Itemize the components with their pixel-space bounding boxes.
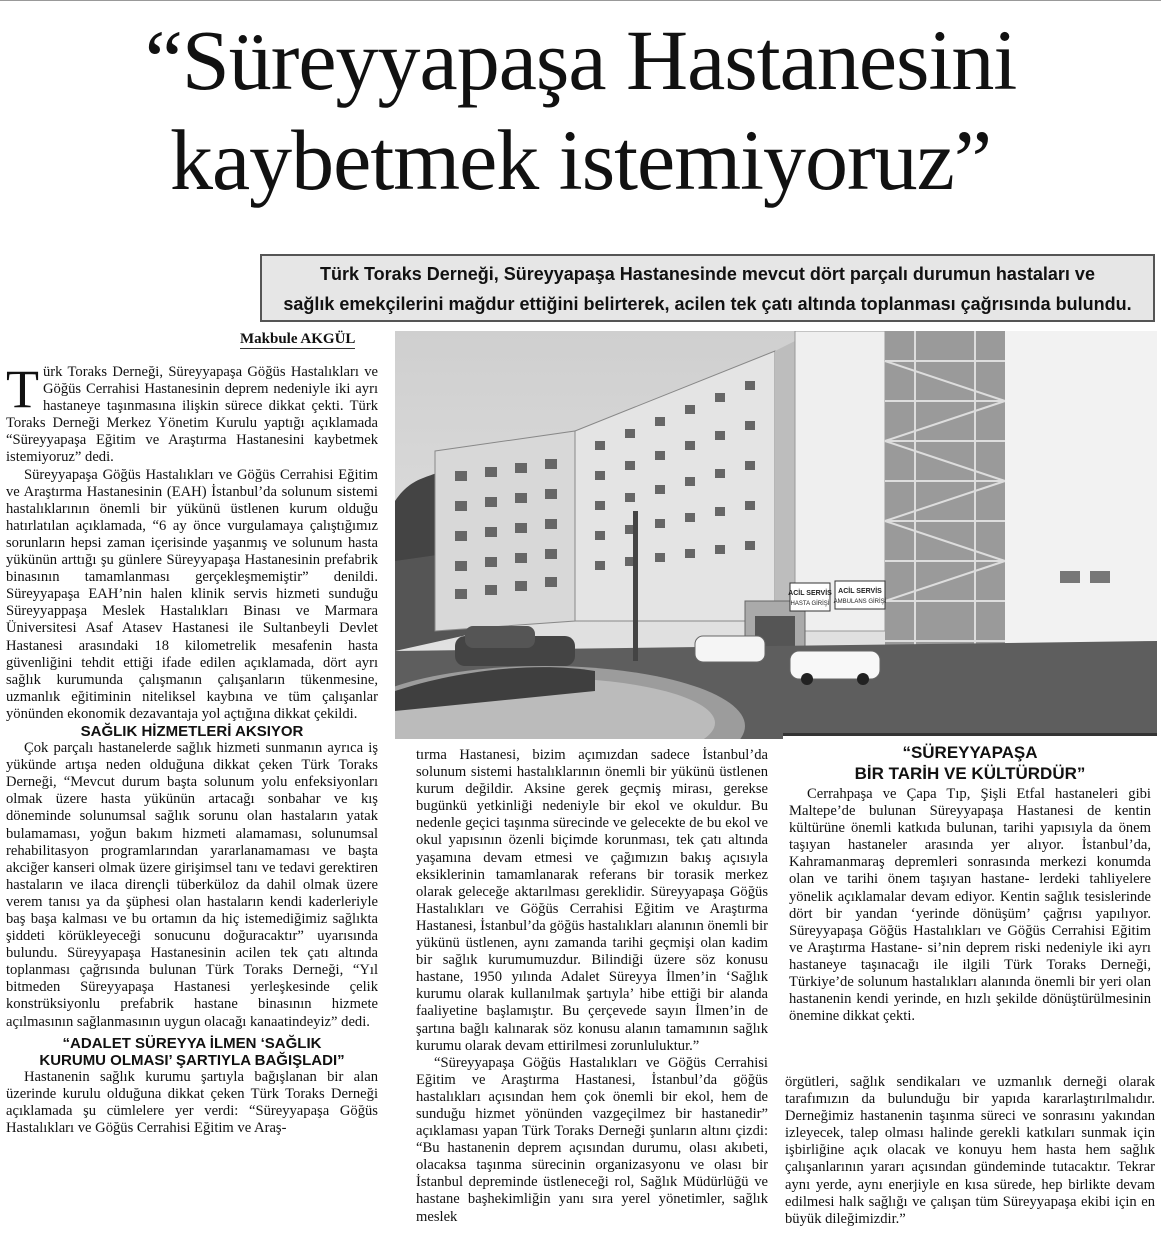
sidebar-title-line-2: BİR TARİH VE KÜLTÜRDÜR” bbox=[854, 764, 1086, 783]
deck-summary bbox=[260, 254, 1155, 322]
sign-left-line-1: ACİL SERVİS bbox=[788, 590, 832, 597]
sign-left-line-2: HASTA GİRİŞİ bbox=[790, 601, 830, 607]
sign-right-line-1: ACİL SERVİS bbox=[838, 588, 882, 595]
sidebar-box bbox=[783, 733, 1157, 1071]
subheading-adalet-2: KURUMU OLMASI’ ŞARTIYLA BAĞIŞLADI” bbox=[39, 1051, 345, 1069]
sidebar-body bbox=[783, 786, 1157, 1025]
sidebar-paragraph: Cerrahpaşa ve Çapa Tıp, Şişli Etfal hastaneleri gibi Maltepe’de bulunan Süreyyapaşa Hastanesi de kentin kültürüne önemli katkıda bulunan, tarihi yapısıyla da önem taşıyan hastaneler arasında yer alıyor. İstanbul’da, Kahramanmaraş depremleri sonrasında merkezi konumda olan ve tarihi önem taşıyan hastane- lerdeki tahliyelere yönelik açıklamalar devam ediyor. Kentin sağlık tesislerinde dört bir yandan ‘yerinde dönüşüm’ çağrısı yapılıyor. Süreyyapaşa Göğüs Hastalıkları ve Göğüs Cerrahisi Eğitim ve Araştırma Hastane- si’nin deprem riski nedeniyle iki ayrı hastaneye taşınacağı ile ilgili Türk Toraks Derneği, Türkiye’de solunum hastalıkları alanında önemli bir yeri olan hastanenin kendi yerinde, en hızlı şekilde dönüştürülmesinin önemine dikkat çekti. bbox=[789, 786, 1151, 1025]
column-2 bbox=[416, 747, 768, 1240]
byline: Makbule AKGÜL bbox=[240, 331, 356, 347]
sign-right-line-2: AMBULANS GİRİŞİ bbox=[833, 599, 887, 605]
subheading-saglik: SAĞLIK HİZMETLERİ AKSIYOR bbox=[80, 722, 304, 740]
headline-line-1: “Süreyyapaşa Hastanesini bbox=[144, 12, 1017, 108]
column-3 bbox=[785, 1074, 1155, 1240]
deck-line-2: sağlık emekçilerini mağdur ettiğini belirterek, acilen tek çatı altında toplanması çağrısında bulundu. bbox=[283, 294, 1132, 314]
col1-paragraph-1 bbox=[6, 364, 378, 467]
headline bbox=[0, 10, 1161, 210]
hospital-photo bbox=[395, 331, 1157, 739]
col3-paragraph-1: örgütleri, sağlık sendikaları ve uzmanlık derneği olarak tarafımızın da bulunduğu bir yapıda kararlaştırılmalıdır. Derneğimiz hastanenin taşınma süreci ve sonrasını yakından izleyecek, talep olması halinde gerekli katkıları sunmak için işbirliğine açık olacak ve konuyu hem hasta hem sağlık çalışanlarının yararı açısından gündeminde tutacaktır. Tekrar aynı yerde, aynı enerjiyle en kısa sürede, hep birlikte devam edilmesi halk sağlığı ve çalışan tüm Süreyyapaşa ekibi için en büyük dileğimizdir.” bbox=[785, 1074, 1155, 1227]
headline-line-2: kaybetmek istemiyoruz” bbox=[170, 112, 991, 208]
col2-paragraph-2: “Süreyyapaşa Göğüs Hastalıkları ve Göğüs Cerrahisi Eğitim ve Araştırma Hastanesi, İstanbul’da göğüs hastalıkları açısından hem çok önemli bir ekol, hem de sunduğu hizmet yönünden vazgeçilmez bir hastanedir” açıklaması yapan Türk Toraks Derneği şunların altını çizdi: “Bu hastanenin deprem açısından durumu, olası akıbeti, olacaksa taşınma sürecinin organizasyonu ve olası bir İstanbul depreminde üstleneceği rol, Sağlık Müdürlüğü ve hastane başhekimliğin yanı sıra yerel yönetimler, sağlık meslek bbox=[416, 1054, 768, 1225]
sidebar-title bbox=[783, 742, 1157, 784]
sidebar-title-line-1: “SÜREYYAPAŞA bbox=[902, 743, 1038, 762]
col1-p1-text: ürk Toraks Derneği, Süreyyapaşa Göğüs Hastalıkları ve Göğüs Cerrahisi Hastanesinin deprem nedeniyle iki ayrı hastaneye taşınmasına ilişkin sürece dikkat çekti. Türk Toraks Derneği Merkez Yönetim Kurulu yaptığı açıklamada “Süreyyapaşa Eğitim ve Araştırma Hastanesini kaybetmek istemiyoruz” dedi. bbox=[6, 364, 378, 466]
hospital-building-illustration bbox=[395, 331, 1157, 739]
col2-paragraph-1: tırma Hastanesi, bizim açımızdan sadece İstanbul’da solunum sistemi hastalıklarının önemli bir yükünü üstlenen kurum değildir. Aksine gerek geçmiş mirası, gerekse bugünkü yetkinliği nedeniyle bir ekol ve okuldur. Bu nedenle geçici taşınma sürecinde ve gelecekte de bu ekol ve okul yapısının özenli biçimde korunması, tek çatı altında yaşamına devam etmesi ve çağımızın bakış açısıyla eksiklerinin tamamlanarak referans bir torasik merkez olarak geleceğe aktarılması gereklidir. Süreyyapaşa Göğüs Hastalıkları ve Göğüs Cerrahisi Eğitim ve Araştırma Hastanesi, İstanbul’da göğüs hastalıkları alanının önemli bir yükünü üstlenen, aynı zamanda tarihi geçmişi olan kadim bir sağlık kurumumuzdur. Bilindiği üzere söz konusu hastane, 1950 yılında Adalet Süreyya İlmen’in ‘Sağlık kurumu olarak kullanılmak şartıyla’ hibe ettiği bir alanda faaliyetine başlamıştır. Bu çerçevede sayın İlmen’in de şartına bağlı kalınarak söz konusu alanın tamamının sağlık kurumu olarak devam ettirilmesi zorunluluktur.” bbox=[416, 747, 768, 1054]
subheading-adalet-1: “ADALET SÜREYYA İLMEN ‘SAĞLIK bbox=[62, 1034, 322, 1052]
col1-paragraph-4: Hastanenin sağlık kurumu şartıyla bağışlanan bir alan üzerinde kurulu olduğuna dikkat çeken Türk Toraks Derneği açıklamada şu cümlelere yer verdi: “Süreyyapaşa Göğüs Hastalıkları ve Göğüs Cerrahisi Eğitim ve Araş- bbox=[6, 1068, 378, 1137]
drop-cap: T bbox=[6, 364, 39, 419]
column-1 bbox=[6, 364, 378, 1240]
col1-paragraph-3: Çok parçalı hastanelerde sağlık hizmeti sunmanın ayrıca iş yükünde artışa neden olduğuna dikkat çeken Türk Toraks Derneği, “Mevcut durum başta solunum yolu enfeksiyonları olmak üzere hasta yükünün artacağı sonbahar ve kış döneminde solunumsal sağlık sorunu olan hastaların yatak bulamaması, yoğun bakım hizmeti alamaması, solunumsal rehabilitasyon programlarından yararlanamaması ve başta akciğer kanseri olmak üzere girişimsel tanı ve tedavi gerektiren hastaların ve ilaca dirençli tüberküloz da dahil olmak üzere verem tanısı ya da şüphesi olan hastaların kendi kaderleriyle baş başa kalması ve bu ortamın da hiç istemediğimiz sağlıkta şiddeti körükleyeceği sonucunu doğuracaktır” uyarısında bulundu. Süreyyapaşa Hastanesinin acilen tek çatı altında toplanması çağrısında bulunan Türk Toraks Derneği, “Yıl bitmeden Süreyyapaşa Hastanesi yerleşkesinde çelik konstrüksiyonlu prefabrik hastane binasının hizmete açılmasının sağlanmasının uygun olacağı kanaatindeyiz” dedi. bbox=[6, 740, 378, 1030]
top-rule bbox=[0, 0, 1161, 5]
deck-line-1: Türk Toraks Derneği, Süreyyapaşa Hastanesinde mevcut dört parçalı durumun hastaları ve bbox=[320, 264, 1095, 284]
col1-paragraph-2: Süreyyapaşa Göğüs Hastalıkları ve Göğüs Cerrahisi Eğitim ve Araştırma Hastanesinin (EAH) İstanbul’da solunum sistemi hastalıklarının önemli bir yükünü üstlenen kurum olduğu hatırlatılan açıklamada, “6 ay önce vurgulamaya çalıştığımız sorunların hepsi zaman içerisinde yaşanmış ve solunum hasta yükünün arttığı şu günlere Süreyyapaşa Hastanesinin prefabrik binasının tamamlanması gerçekleşmemiştir” denildi. Süreyyapaşa EAH’nin halen klinik servis hizmeti sunduğu Süreyyappaşa Meslek Hastalıkları Binası ve Marmara Üniversitesi Asaf Atasev Hastanesi ile Sultanbeyli Devlet Hastanesi arasındaki 18 kilometrelik mesafenin hasta güvenliğini tehdit ettiği ifade edilen açıklamada, dört ayrı sağlık kurumunda çalışmanın çalışanların tükenmesine, uzmanlık eğitiminin niteliksel kaybına ve tüm çalışanlar yönünden ekonomik dezavantaja yol açtığına dikkat çekildi. bbox=[6, 466, 378, 722]
